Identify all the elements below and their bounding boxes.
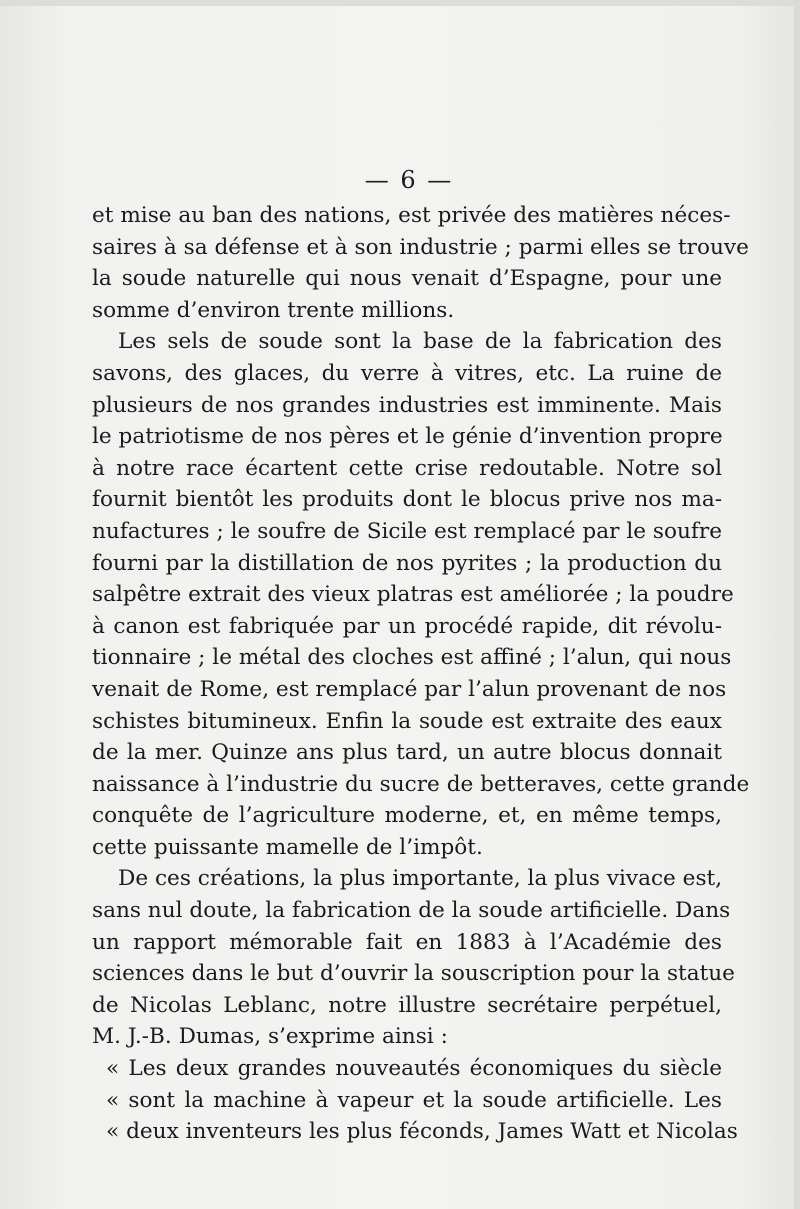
text-line: cette puissante mamelle de l’impôt. [92,834,483,860]
paragraph-2 [92,326,750,863]
paragraph-3 [92,863,735,1053]
text-line: fourni par la distillation de nos pyrites ; la production du [92,550,722,576]
text-line: De ces créations, la plus importante, la plus vivace est, [118,866,723,892]
text-line: un rapport mémorable fait en 1883 à l’Académie des [92,929,722,955]
text-line: de Nicolas Leblanc, notre illustre secrétaire perpétuel, [92,992,722,1018]
quote-line: « sont la machine à vapeur et la soude artificielle. Les [106,1087,722,1113]
text-line: savons, des glaces, du verre à vitres, etc. La ruine de [92,360,722,386]
page-number: — 6 — [364,166,454,194]
page-top-edge [0,0,800,6]
text-line: et mise au ban des nations, est privée des matières néces- [92,203,731,228]
quotation [92,1053,738,1148]
text-line: M. J.-B. Dumas, s’exprime ainsi : [92,1024,448,1050]
text-line: venait de Rome, est remplacé par l’alun provenant de nos [92,676,727,702]
text-line: schistes bitumineux. Enfin la soude est extraite des eaux [92,708,722,734]
text-line: nufactures ; le soufre de Sicile est remplacé par le soufre [92,518,722,544]
text-line: somme d’environ trente millions. [92,297,455,323]
paragraph-1 [92,200,749,326]
quote-line: « Les deux grandes nouveautés économiques du siècle [106,1056,722,1082]
text-line: sans nul doute, la fabrication de la soude artificielle. Dans [92,898,731,924]
text-line: le patriotisme de nos pères et le génie d’invention propre [92,424,723,450]
text-line: de la mer. Quinze ans plus tard, un autre blocus donnait [92,740,722,766]
text-line: conquête de l’agriculture moderne, et, en même temps, [92,803,722,829]
text-line: sciences dans le but d’ouvrir la souscription pour la statue [92,961,735,987]
text-line: à notre race écartent cette crise redoutable. Notre sol [92,455,722,481]
text-line: plusieurs de nos grandes industries est imminente. Mais [92,392,722,418]
text-line: tionnaire ; le métal des cloches est affiné ; l’alun, qui nous [92,645,732,671]
quote-line: « deux inventeurs les plus féconds, James Watt et Nicolas [106,1119,738,1145]
body-text [92,200,750,1148]
text-line: à canon est fabriquée par un procédé rapide, dit révolu- [92,613,722,639]
text-line: naissance à l’industrie du sucre de betteraves, cette grande [92,771,750,797]
text-line: salpêtre extrait des vieux platras est améliorée ; la poudre [92,582,734,608]
text-line: saires à sa défense et à son industrie ; parmi elles se trouve [92,234,749,260]
text-line: la soude naturelle qui nous venait d’Espagne, pour une [92,266,722,292]
text-line: fournit bientôt les produits dont le blocus prive nos ma- [92,487,722,513]
text-line: Les sels de soude sont la base de la fabrication des [118,329,722,355]
